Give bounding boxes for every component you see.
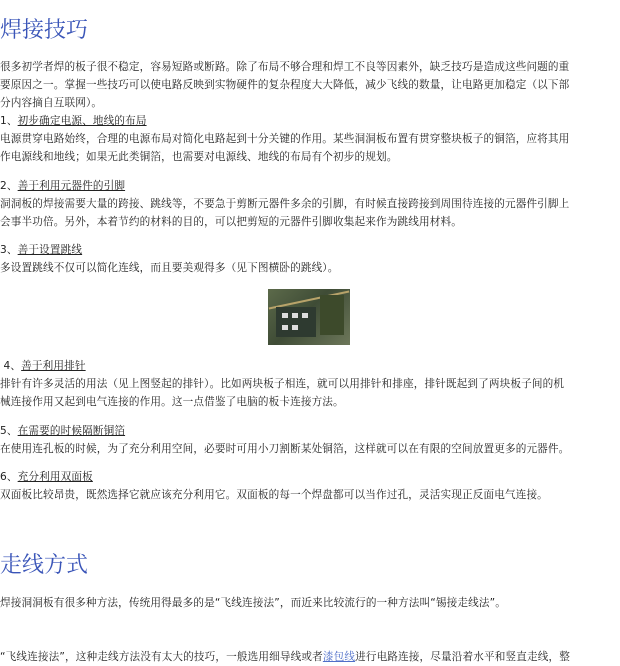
item-title: 在需要的时候隔断铜箔: [17, 425, 126, 437]
item-heading: [0, 241, 616, 259]
item-number: 3、: [0, 244, 18, 256]
section-title-welding: 焊接技巧: [0, 18, 89, 43]
item-title: 充分利用双面板: [17, 471, 93, 483]
text-line: 排针有许多灵活的用法（见上图竖起的排针）。比如两块板子相连，就可以用排针和排座，排针既起到了两块板子间的机: [0, 378, 565, 390]
text-run: 进行电路连接，尽量沿着水平和竖直走线，整: [355, 651, 570, 663]
section-title-routing: 走线方式: [0, 553, 89, 578]
pin-header: [302, 313, 308, 318]
text-line: 洞洞板的焊接需要大量的跨接、跳线等，不要急于剪断元器件多余的引脚，有时候直接跨接到周围待连接的元器件引脚上: [0, 198, 570, 210]
text-line: 很多初学者焊的板子很不稳定，容易短路或断路。除了布局不够合理和焊工不良等因素外，缺乏技巧是造成这些问题的重: [0, 61, 570, 73]
pin-header: [292, 325, 298, 330]
intro-paragraph: [0, 58, 616, 112]
text-line: 械连接作用又起到电气连接的作用。这一点借鉴了电脑的板卡连接方法。: [0, 396, 344, 408]
item-number: 5、: [0, 425, 18, 437]
pin-header: [292, 313, 298, 318]
text-line: 多设置跳线不仅可以简化连线，而且要美观得多（见下图横卧的跳线）。: [0, 262, 339, 274]
text-line: 电源贯穿电路始终，合理的电源布局对简化电路起到十分关键的作用。某些洞洞板布置有贯穿整块板子的铜箔，应将其用: [0, 133, 570, 145]
routing-paragraph-1: 焊接洞洞板有很多种方法，传统用得最多的是“飞线连接法”，而近来比较流行的一种方法叫“锡接走线法”。: [0, 597, 507, 609]
pin-header: [282, 313, 288, 318]
item-title: 善于利用排针: [21, 360, 86, 372]
item-4: [0, 357, 616, 411]
pcb-module: [276, 307, 316, 337]
text-line: 分内容摘自互联网）。: [0, 97, 103, 109]
item-3: [0, 241, 616, 277]
item-2: [0, 177, 616, 231]
item-heading: [0, 468, 616, 486]
item-title: 善于利用元器件的引脚: [17, 180, 126, 192]
text-line: 要原因之一。掌握一些技巧可以使电路反映到实物硬件的复杂程度大大降低，减少飞线的数量，让电路更加稳定（以下部: [0, 79, 570, 91]
routing-paragraph-2: [0, 648, 616, 666]
item-heading: [0, 422, 616, 440]
circuit-board-photo: [268, 289, 350, 345]
text-line: 作电源线和地线；如果无此类铜箔，也需要对电源线、地线的布局有个初步的规划。: [0, 151, 398, 163]
item-number: 6、: [0, 471, 18, 483]
item-1: [0, 112, 616, 166]
text-line: 双面板比较昂贵，既然选择它就应该充分利用它。双面板的每一个焊盘都可以当作过孔，灵活实现正反面电气连接。: [0, 489, 548, 501]
item-5: [0, 422, 616, 458]
item-number: 1、: [0, 115, 18, 127]
item-number: 2、: [0, 180, 18, 192]
item-title: 善于设置跳线: [17, 244, 83, 256]
item-title: 初步确定电源、地线的布局: [17, 115, 147, 127]
text-line: 在使用连孔板的时候，为了充分利用空间，必要时可用小刀割断某处铜箔，这样就可以在有限的空间放置更多的元器件。: [0, 443, 570, 455]
text-run: “飞线连接法”，这种走线方法没有太大的技巧，一般选用细导线或者: [0, 651, 323, 663]
item-heading: [0, 357, 616, 375]
item-heading: [0, 112, 616, 130]
text-line: 会事半功倍。另外，本着节约的材料的目的，可以把剪短的元器件引脚收集起来作为跳线用材料。: [0, 216, 462, 228]
pin-header: [282, 325, 288, 330]
pcb-module: [320, 295, 344, 335]
item-6: [0, 468, 616, 504]
item-number: 4、: [0, 360, 22, 372]
enameled-wire-link[interactable]: 漆包线: [322, 651, 356, 663]
item-heading: [0, 177, 616, 195]
